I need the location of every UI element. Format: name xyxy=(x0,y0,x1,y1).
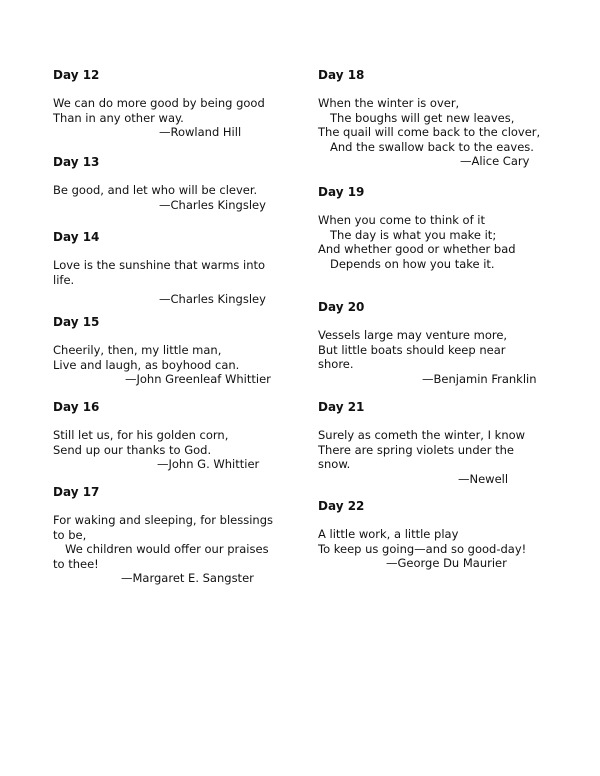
day-heading: Day 19 xyxy=(318,185,365,199)
quote-line: The quail will come back to the clover, xyxy=(318,125,541,140)
quote-line: Love is the sunshine that warms into xyxy=(53,258,266,272)
entry-day-21 xyxy=(318,400,568,486)
day-heading: Day 17 xyxy=(53,485,100,499)
day-heading: Day 18 xyxy=(318,68,365,82)
quote-line: Send up our thanks to God. xyxy=(53,442,212,457)
quote-line: The boughs will get new leaves, xyxy=(330,110,515,125)
entry-day-17 xyxy=(53,485,293,586)
day-heading: Day 21 xyxy=(318,400,365,414)
entry-day-20 xyxy=(318,300,568,386)
quote-line: When the winter is over, xyxy=(318,96,460,110)
quote-line: Cheerily, then, my little man, xyxy=(53,343,222,357)
quote-line: And the swallow back to the eaves. xyxy=(330,139,534,154)
attribution: —Rowland Hill xyxy=(159,125,242,140)
entry-day-12 xyxy=(53,68,293,140)
day-heading: Day 15 xyxy=(53,315,100,329)
day-heading: Day 14 xyxy=(53,230,100,244)
quote-line: Depends on how you take it. xyxy=(330,256,495,271)
day-heading: Day 12 xyxy=(53,68,100,82)
attribution: —Margaret E. Sangster xyxy=(121,571,254,586)
quote-line: But little boats should keep near xyxy=(318,342,506,357)
quote-line: life. xyxy=(53,272,75,287)
quote-line: There are spring violets under the xyxy=(318,442,514,457)
attribution: —Benjamin Franklin xyxy=(422,371,537,386)
attribution: —Charles Kingsley xyxy=(159,292,266,307)
quote-line: Live and laugh, as boyhood can. xyxy=(53,357,240,372)
entry-day-16 xyxy=(53,400,293,472)
attribution: —Alice Cary xyxy=(460,154,530,169)
quote-line: A little work, a little play xyxy=(318,527,459,541)
quote-line: Vessels large may venture more, xyxy=(318,328,508,342)
entry-day-19 xyxy=(318,185,568,271)
entry-day-14 xyxy=(53,230,293,307)
attribution: —George Du Maurier xyxy=(386,556,507,571)
entry-day-15 xyxy=(53,315,293,387)
quote-line: The day is what you make it; xyxy=(330,227,497,242)
quote-line: For waking and sleeping, for blessings xyxy=(53,513,273,527)
quote-line: And whether good or whether bad xyxy=(318,242,516,257)
quote-line: to be, xyxy=(53,527,87,542)
quote-line: shore. xyxy=(318,357,354,372)
quote-line: Surely as cometh the winter, I know xyxy=(318,428,526,442)
day-heading: Day 22 xyxy=(318,499,365,513)
entry-day-13 xyxy=(53,155,293,212)
quote-line: We children would offer our praises xyxy=(65,542,269,557)
quote-line: to thee! xyxy=(53,556,99,571)
entry-day-18 xyxy=(318,68,568,169)
day-heading: Day 13 xyxy=(53,155,100,169)
attribution: —Charles Kingsley xyxy=(159,197,266,212)
quote-line: When you come to think of it xyxy=(318,213,485,227)
quote-line: Than in any other way. xyxy=(53,110,184,125)
attribution: —John Greenleaf Whittier xyxy=(125,372,271,387)
quote-line: Be good, and let who will be clever. xyxy=(53,183,258,197)
day-heading: Day 20 xyxy=(318,300,365,314)
day-heading: Day 16 xyxy=(53,400,100,414)
attribution: —Newell xyxy=(458,471,509,486)
quote-line: snow. xyxy=(318,457,351,472)
quote-line: To keep us going—and so good-day! xyxy=(318,541,527,556)
entry-day-22 xyxy=(318,499,568,571)
quote-line: Still let us, for his golden corn, xyxy=(53,428,229,442)
attribution: —John G. Whittier xyxy=(157,457,260,472)
quote-line: We can do more good by being good xyxy=(53,96,265,110)
